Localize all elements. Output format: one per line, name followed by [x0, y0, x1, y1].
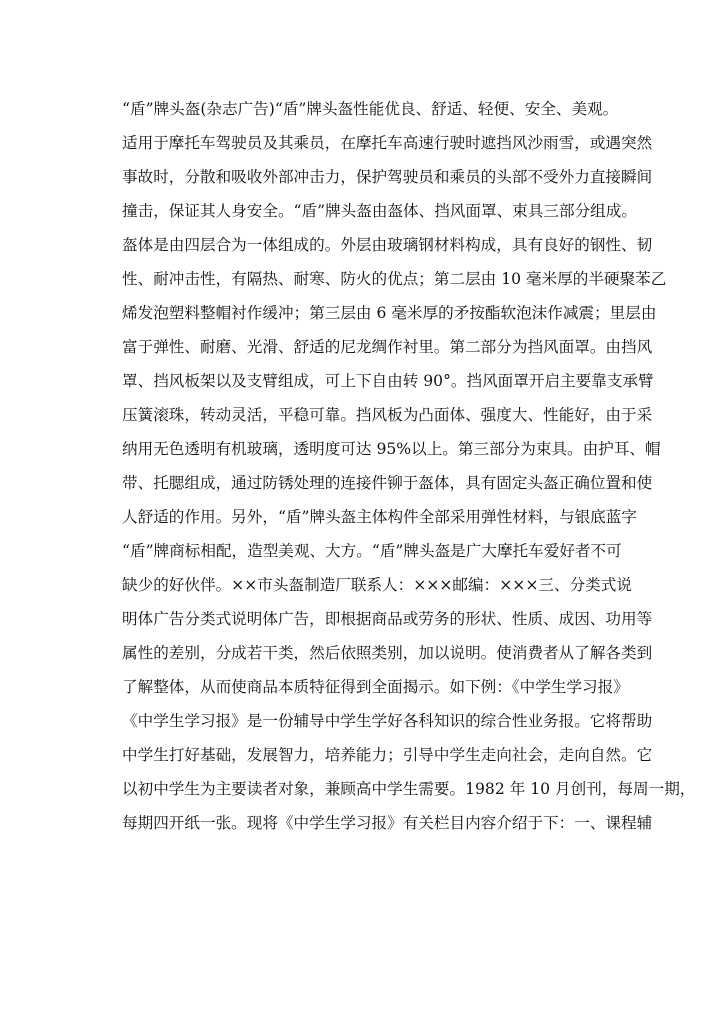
text-line: 明体广告分类式说明体广告，即根据商品或劳务的形状、性质、成因、功用等 [122, 610, 653, 628]
text-line: 撞击，保证其人身安全。“盾”牌头盔由盔体、挡风面罩、束具三部分组成。 [122, 202, 637, 220]
text-line: 每期四开纸一张。现将《中学生学习报》有关栏目内容介绍于下：一、课程辅 [122, 814, 653, 832]
text-line: 富于弹性、耐磨、光滑、舒适的尼龙绸作衬里。第二部分为挡风面罩。由挡风 [122, 338, 653, 356]
text-line: 以初中学生为主要读者对象，兼顾高中学生需要。1982 年 10 月创刊，每周一期， [122, 780, 696, 798]
text-line: “盾”牌商标相配，造型美观、大方。“盾”牌头盔是广大摩托车爱好者不可 [122, 542, 622, 560]
text-line: 盔体是由四层合为一体组成的。外层由玻璃钢材料构成，具有良好的钢性、韧 [122, 236, 653, 254]
text-line: 《中学生学习报》是一份辅导中学生学好各科知识的综合性业务报。它将帮助 [122, 712, 653, 730]
text-line: 性、耐冲击性，有隔热、耐寒、防火的优点；第二层由 10 毫米厚的半硬聚苯乙 [122, 270, 667, 288]
body-text [122, 92, 696, 840]
text-line: 压簧滚珠，转动灵活，平稳可靠。挡风板为凸面体、强度大、性能好，由于采 [122, 406, 653, 424]
text-line: 纳用无色透明有机玻璃，透明度可达 95%以上。第三部分为束具。由护耳、帽 [122, 440, 661, 458]
text-line: 中学生打好基础，发展智力，培养能力；引导中学生走向社会，走向自然。它 [122, 746, 653, 764]
text-line: 人舒适的作用。另外，“盾”牌头盔主体构件全部采用弹性材料，与银底蓝字 [122, 508, 637, 526]
text-line: 属性的差别，分成若干类，然后依照类别，加以说明。使消费者从了解各类到 [122, 644, 653, 662]
text-line: “盾”牌头盔(杂志广告)“盾”牌头盔性能优良、舒适、轻便、安全、美观。 [122, 100, 619, 118]
text-line: 了解整体，从而使商品本质特征得到全面揭示。如下例：《中学生学习报》 [122, 678, 629, 696]
text-line: 烯发泡塑料整帽衬作缓冲；第三层由 6 毫米厚的矛按酯软泡沫作减震；里层由 [122, 304, 657, 322]
text-line: 罩、挡风板架以及支臂组成，可上下自由转 90°。挡风面罩开启主要靠支承臂 [122, 372, 654, 390]
text-line: 事故时，分散和吸收外部冲击力，保护驾驶员和乘员的头部不受外力直接瞬间 [122, 168, 653, 186]
text-line: 带、托腮组成，通过防锈处理的连接件铆于盔体，具有固定头盔正确位置和使 [122, 474, 653, 492]
text-line: 缺少的好伙伴。××市头盔制造厂联系人：×××邮编：×××三、分类式说 [122, 576, 632, 594]
text-line: 适用于摩托车驾驶员及其乘员，在摩托车高速行驶时遮挡风沙雨雪，或遇突然 [122, 134, 653, 152]
